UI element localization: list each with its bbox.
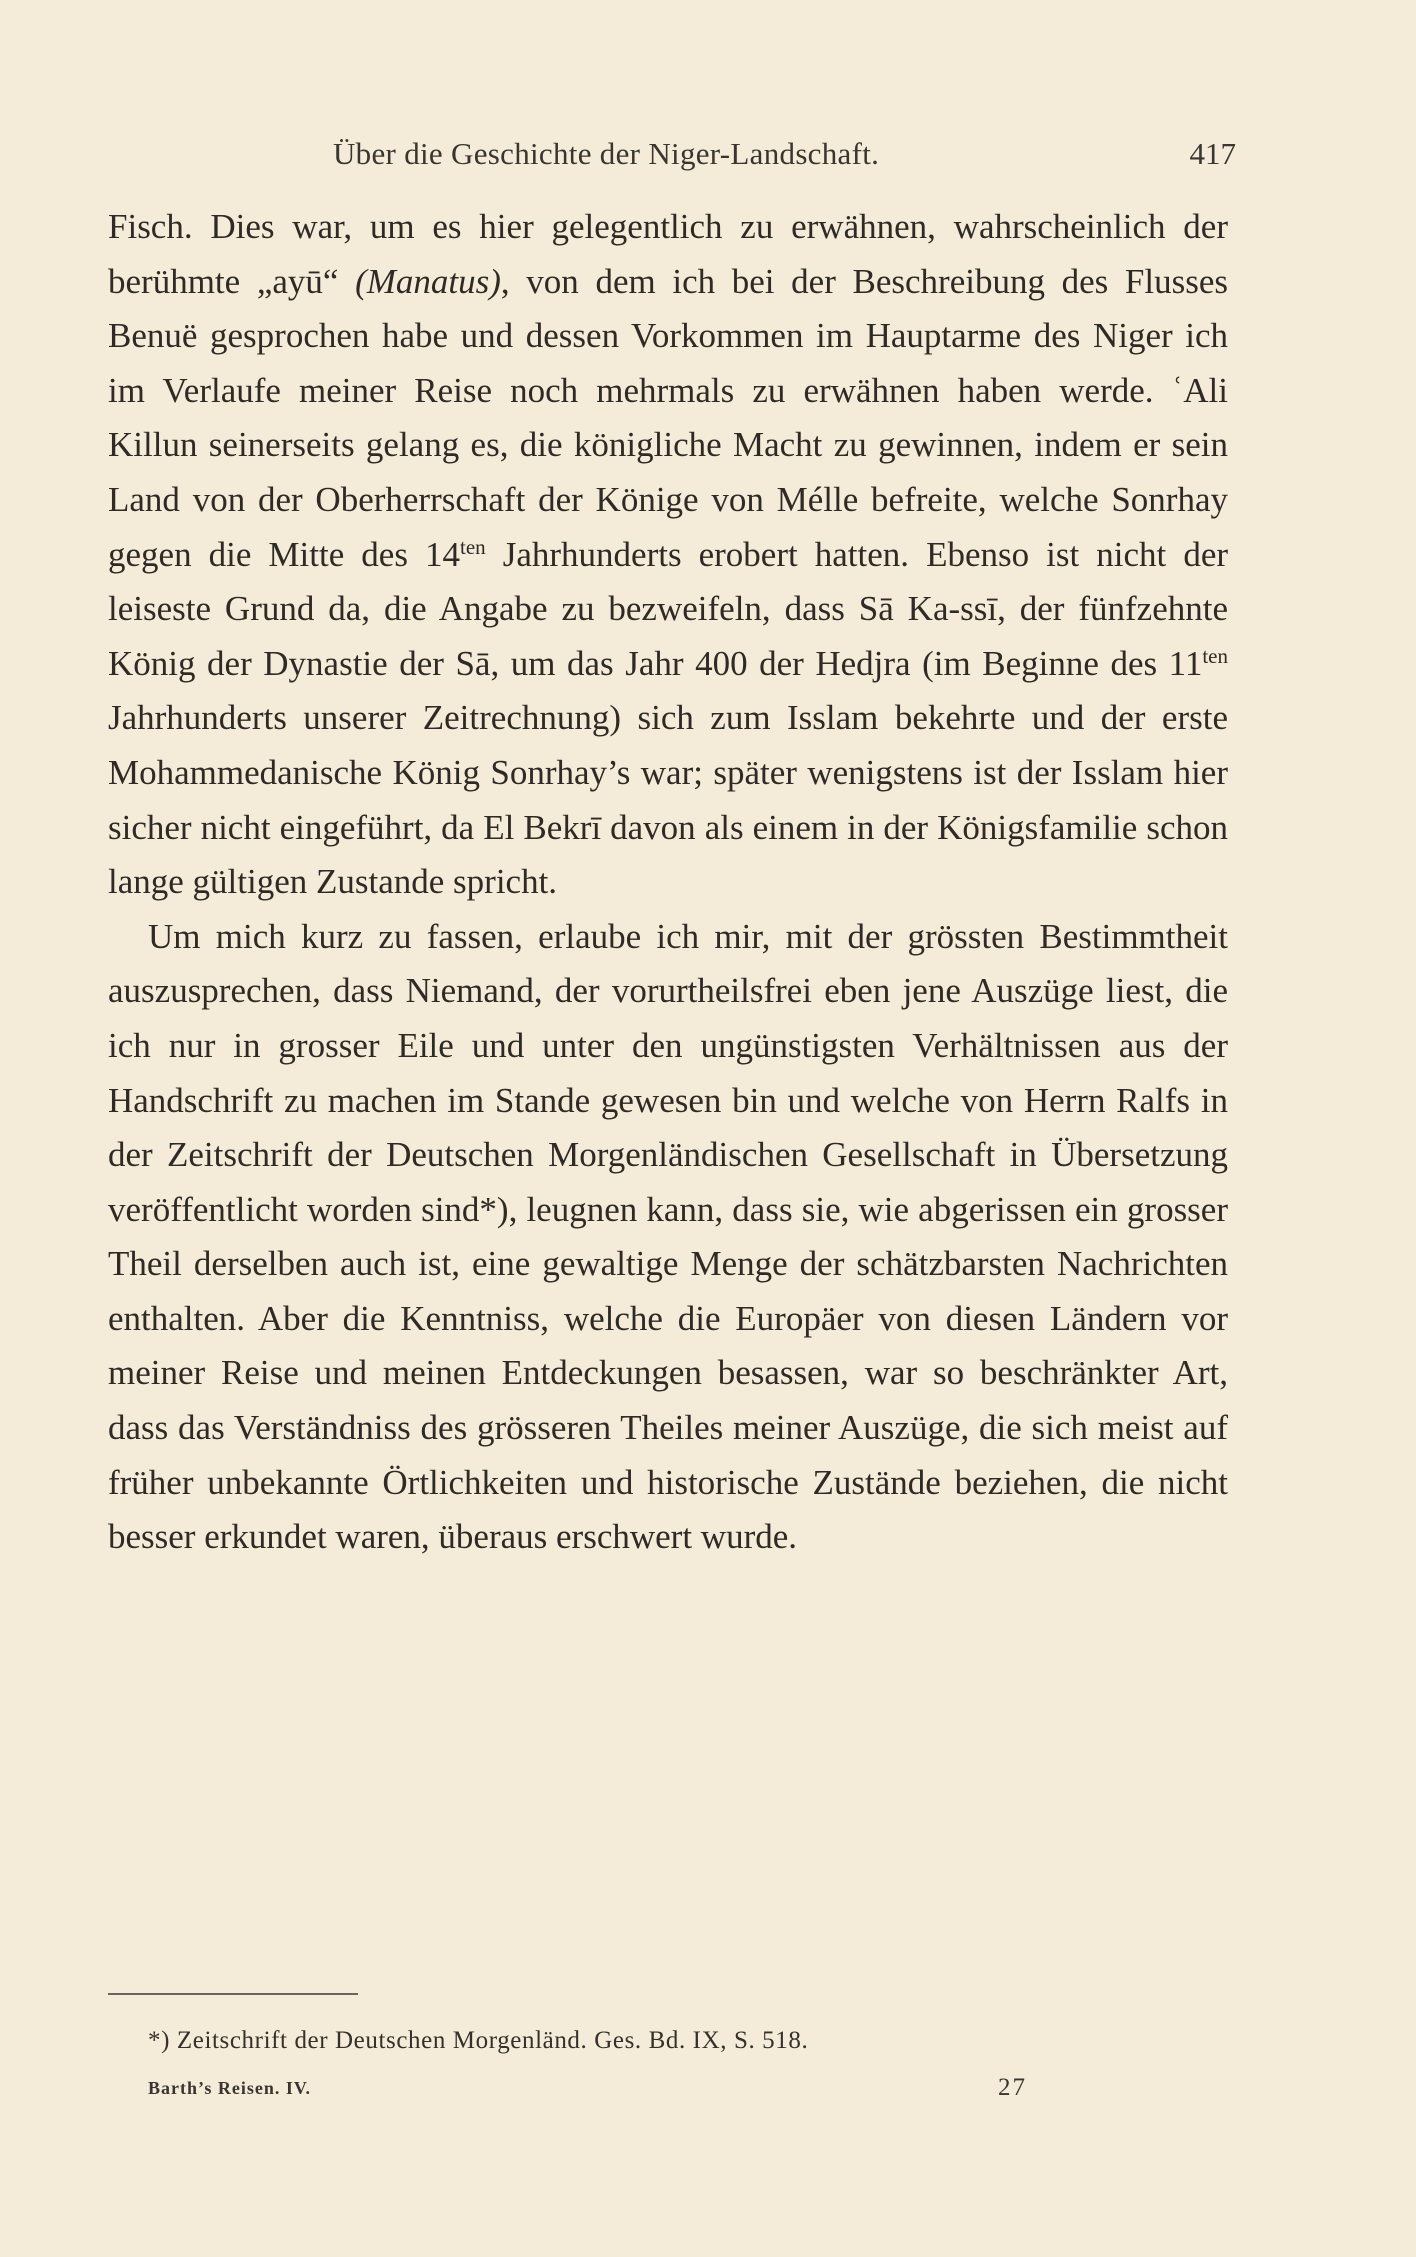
footnote: *) Zeitschrift der Deutschen Morgenländ. Ges. Bd. IX, S. 518.: [148, 2027, 809, 2054]
body-text: [108, 200, 1228, 1565]
footnote-divider: [108, 1993, 358, 1995]
paragraph-1-text-end: Jahrhunderts unserer Zeitrechnung) sich zum Isslam bekehrte und der erste Mohammedanische König Sonrhay’s war; später wenigstens ist der Isslam hier sicher nicht eingeführt, da El Bekrī davon als einem in der Königsfamilie schon lange gültigen Zustande spricht.: [108, 698, 1228, 902]
paragraph-1-text-middle: , von dem ich bei der Beschreibung des Flusses Benuë gesprochen habe und dessen Vorkommen im Hauptarme des Niger ich im Verlaufe meiner Reise noch mehrmals zu erwähnen haben werde. ʿAli Killun seinerseits gelang es, die königliche Macht zu gewinnen, indem er sein Land von der Oberherrschaft der Könige von Mélle befreite, welche Sonrhay gegen die Mitte des 14: [108, 261, 1228, 574]
latin-term-manatus: (Manatus): [355, 261, 501, 301]
paragraph-2: Um mich kurz zu fassen, erlaube ich mir, mit der grössten Bestimmtheit auszusprechen, dass Niemand, der vorurtheilsfrei eben jene Auszüge liest, die ich nur in grosser Eile und unter den ungünstigsten Verhältnissen aus der Handschrift zu machen im Stande gewesen bin und welche von Herrn Ralfs in der Zeitschrift der Deutschen Morgenländischen Gesellschaft in Übersetzung veröffentlicht worden sind*), leugnen kann, dass sie, wie abgerissen ein grosser Theil derselben auch ist, eine gewaltige Menge der schätzbarsten Nachrichten enthalten. Aber die Kenntniss, welche die Europäer von diesen Ländern vor meiner Reise und meinen Entdeckungen besassen, war so beschränkter Art, dass das Verständniss des grösseren Theiles meiner Auszüge, die sich meist auf früher unbekannte Örtlichkeiten und historische Zustände beziehen, die nicht besser erkundet waren, überaus erschwert wurde.: [108, 916, 1228, 1557]
signature-line: [148, 2074, 1028, 2110]
signature-label: Barth’s Reisen. IV.: [148, 2078, 312, 2098]
superscript-ten-1: ten: [460, 534, 486, 559]
paragraph-1-text-continuation: Jahrhunderts erobert hatten. Ebenso ist nicht der leiseste Grund da, die Angabe zu bezweifeln, dass Sā Ka-ssī, der fünfzehnte König der Dynastie der Sā, um das Jahr 400 der Hedjra (im Beginne des 11: [108, 534, 1229, 683]
page-number: 417: [1189, 136, 1236, 171]
paragraph-1-text-start: Fisch. Dies war, um es hier gelegentlich zu erwähnen, wahrscheinlich der berühmte „ayū“: [108, 207, 1228, 301]
paragraph-1: [108, 200, 1228, 910]
superscript-ten-2: ten: [1202, 643, 1228, 668]
signature-number: 27: [998, 2074, 1027, 2101]
running-title: Über die Geschichte der Niger-Landschaft.: [333, 136, 880, 171]
running-header: [108, 128, 1236, 178]
